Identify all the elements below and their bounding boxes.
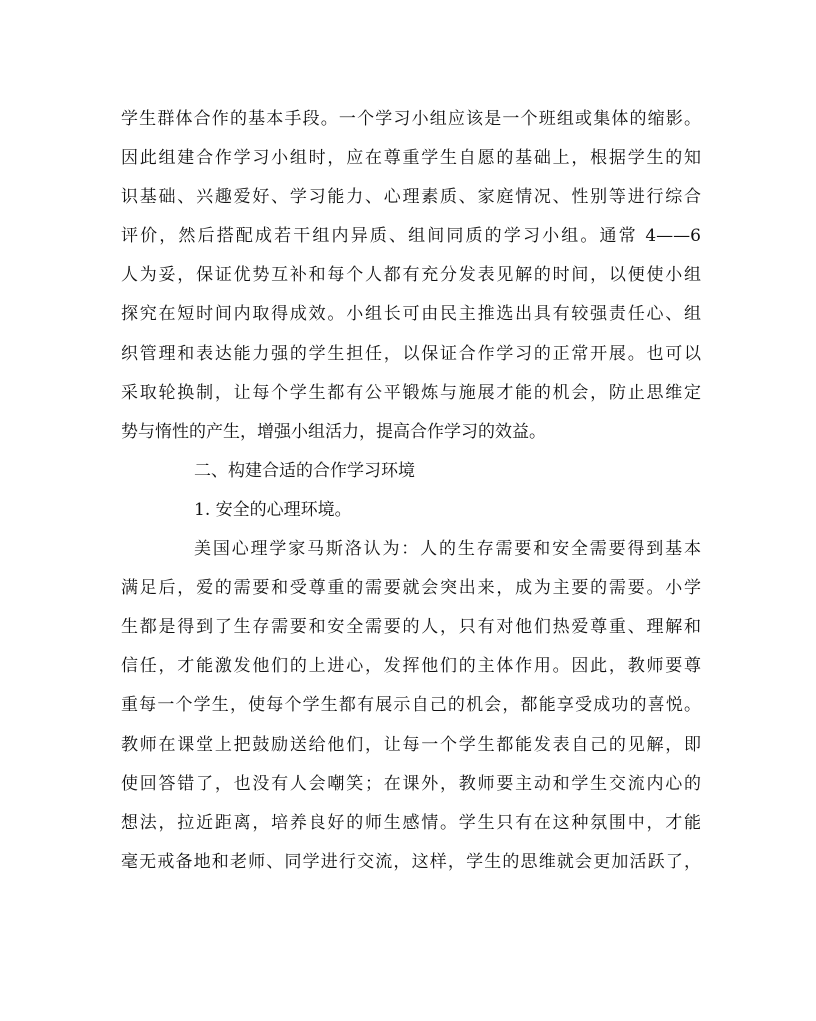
paragraph-line: 势与惰性的产生，增强小组活力，提高合作学习的效益。 bbox=[121, 421, 546, 442]
paragraph-line: 识基础、兴趣爱好、学习能力、心理素质、家庭情况、性别等进行综合 bbox=[121, 187, 701, 208]
paragraph-line: 重每一个学生，使每个学生都有展示自己的机会，都能享受成功的喜悦。 bbox=[121, 695, 701, 716]
section-heading: 二、构建合适的合作学习环境 bbox=[194, 460, 415, 481]
paragraph-2 bbox=[121, 530, 701, 882]
paragraph-line: 采取轮换制，让每个学生都有公平锻炼与施展才能的机会，防止思维定 bbox=[121, 382, 701, 403]
paragraph-1 bbox=[121, 100, 701, 452]
paragraph-line: 评价，然后搭配成若干组内异质、组间同质的学习小组。通常 4——6 bbox=[121, 226, 701, 247]
paragraph-line: 信任，才能激发他们的上进心，发挥他们的主体作用。因此，教师要尊 bbox=[121, 656, 701, 677]
paragraph-line: 织管理和表达能力强的学生担任，以保证合作学习的正常开展。也可以 bbox=[121, 343, 701, 364]
paragraph-line: 美国心理学家马斯洛认为：人的生存需要和安全需要得到基本 bbox=[194, 539, 701, 560]
subsection-heading: 1. 安全的心理环境。 bbox=[194, 499, 352, 520]
paragraph-line: 学生群体合作的基本手段。一个学习小组应该是一个班组或集体的缩影。 bbox=[121, 109, 701, 129]
paragraph-line: 满足后，爱的需要和受尊重的需要就会突出来，成为主要的需要。小学 bbox=[121, 578, 701, 599]
paragraph-line: 生都是得到了生存需要和安全需要的人，只有对他们热爱尊重、理解和 bbox=[121, 617, 701, 638]
document-body bbox=[121, 100, 701, 882]
paragraph-line: 毫无戒备地和老师、同学进行交流，这样，学生的思维就会更加活跃了， bbox=[121, 851, 701, 872]
paragraph-line: 使回答错了，也没有人会嘲笑；在课外，教师要主动和学生交流内心的 bbox=[121, 773, 701, 794]
paragraph-line: 教师在课堂上把鼓励送给他们，让每一个学生都能发表自己的见解，即 bbox=[121, 734, 701, 755]
paragraph-line: 想法，拉近距离，培养良好的师生感情。学生只有在这种氛围中，才能 bbox=[121, 812, 701, 833]
paragraph-line: 探究在短时间内取得成效。小组长可由民主推选出具有较强责任心、组 bbox=[121, 304, 701, 325]
paragraph-line: 人为妥，保证优势互补和每个人都有充分发表见解的时间，以便使小组 bbox=[121, 265, 701, 286]
paragraph-line: 因此组建合作学习小组时，应在尊重学生自愿的基础上，根据学生的知 bbox=[121, 148, 701, 169]
